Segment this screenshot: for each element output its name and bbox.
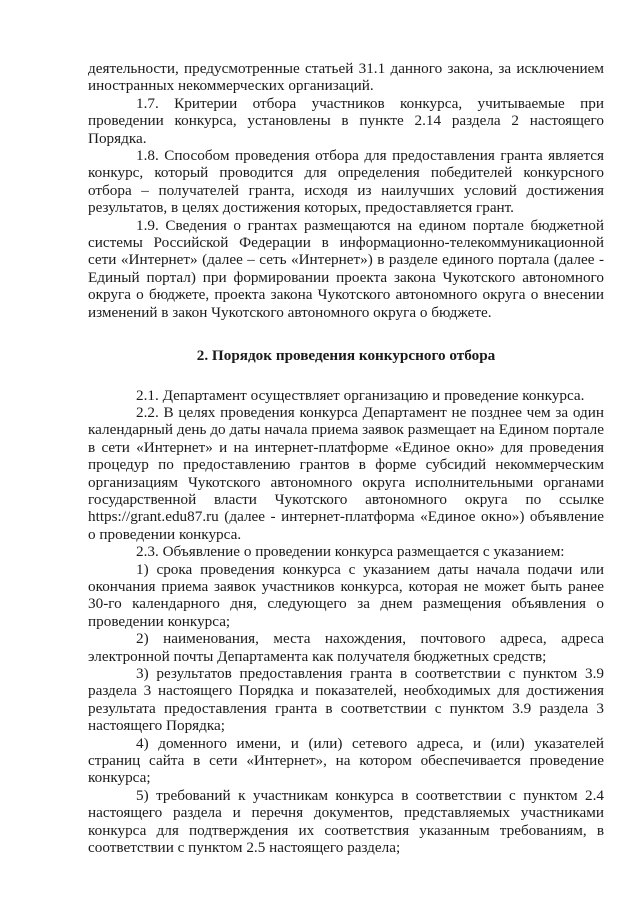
paragraph-2-1: 2.1. Департамент осуществляет организацию и проведение конкурса. xyxy=(136,386,585,404)
paragraph-1-7: 1.7. Критерии отбора участников конкурса, учитываемые при проведении конкурса, установлены в пункте 2.14 раздела 2 настоящего Порядка. xyxy=(88,94,604,147)
intro-paragraph: деятельности, предусмотренные статьей 31.1 данного закона, за исключением иностранных некоммерческих организаций. xyxy=(88,60,604,95)
section-heading: 2. Порядок проведения конкурсного отбора xyxy=(196,347,496,365)
list-item-3: 3) результатов предоставления гранта в соответствии с пунктом 3.9 раздела 3 настоящего Порядка и показателей, необходимых для достижения результата предоставления гранта в соответствии с пунктом 3.9 раздела 3 настоящего Порядка; xyxy=(88,665,604,735)
paragraph-1-8: 1.8. Способом проведения отбора для предоставления гранта является конкурс, который проводится для определения победителей конкурсного отбора – получателей гранта, исходя из наилучших условий достижения результатов, в целях достижения которых, предоставляется грант. xyxy=(88,147,604,217)
paragraph-2-2: 2.2. В целях проведения конкурса Департамент не позднее чем за один календарный день до даты начала приема заявок размещает на Едином портале в сети «Интернет» и на интернет-платформе «Единое окно» для проведения процедур по предоставлению грантов в форме субсидий некоммерческим организациям Чукотского автономного округа исполнительными органами государственной власти Чукотского автономного округа по ссылке https://grant.edu87.ru (далее - интернет-платформа «Единое окно») объявление о проведении конкурса. xyxy=(88,403,604,543)
paragraph-2-3: 2.3. Объявление о проведении конкурса размещается с указанием: xyxy=(136,543,565,561)
list-item-1: 1) срока проведения конкурса с указанием даты начала подачи или окончания приема заявок участников конкурса, которая не может быть ранее 30-го календарного дня, следующего за днем размещения объявления о проведении конкурса; xyxy=(88,560,604,630)
list-item-4: 4) доменного имени, и (или) сетевого адреса, и (или) указателей страниц сайта в сети «Интернет», на котором обеспечивается проведение конкурса; xyxy=(88,734,604,787)
list-item-5: 5) требований к участникам конкурса в соответствии с пунктом 2.4 настоящего раздела и перечня документов, представляемых участниками конкурса для подтверждения их соответствия указанным требованиям, в соответствии с пунктом 2.5 настоящего раздела; xyxy=(88,786,604,857)
list-item-2: 2) наименования, места нахождения, почтового адреса, адреса электронной почты Департамента как получателя бюджетных средств; xyxy=(88,630,604,665)
paragraph-1-9: 1.9. Сведения о грантах размещаются на едином портале бюджетной системы Российской Федерации в информационно-телекоммуникационной сети «Интернет» (далее – сеть «Интернет») в разделе единого портала (далее - Единый портал) при формировании проекта закона Чукотского автономного округа о бюджете, проекта закона Чукотского автономного округа о внесении изменений в закон Чукотского автономного округа о бюджете. xyxy=(88,216,604,321)
document-body xyxy=(88,60,604,856)
